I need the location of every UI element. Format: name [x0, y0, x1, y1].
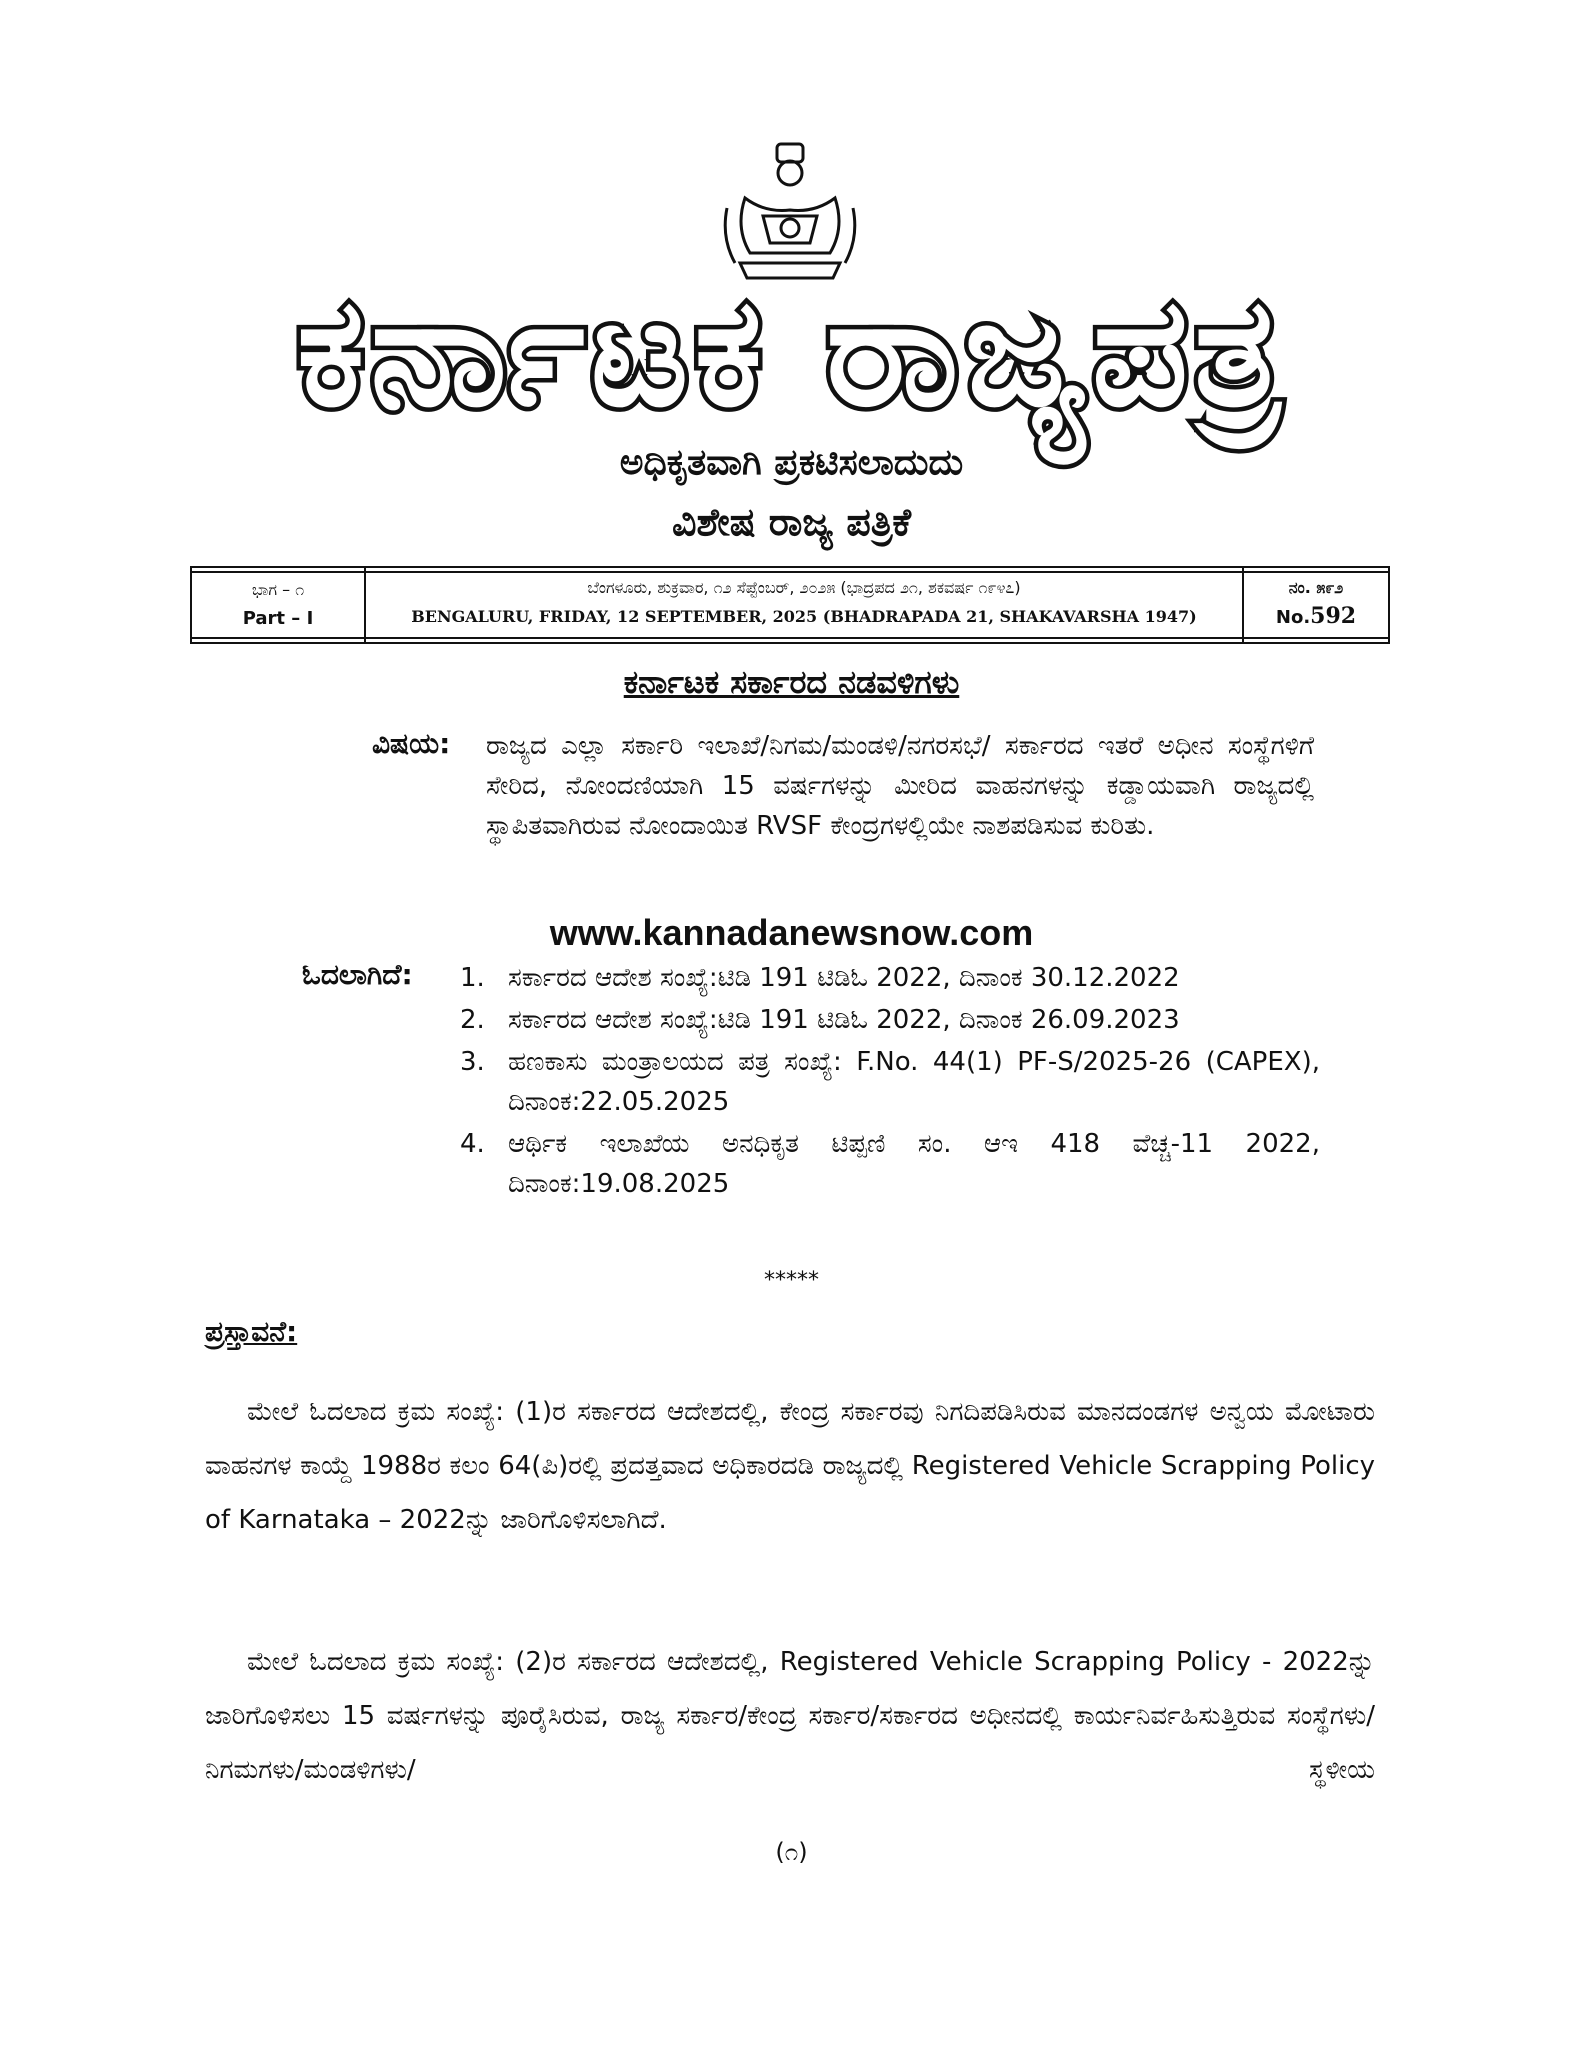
preamble-heading: ಪ್ರಸ್ತಾವನೆ: [205, 1315, 298, 1348]
page-number: (೧) [775, 1838, 808, 1866]
reference-text: ಆರ್ಥಿಕ ಇಲಾಖೆಯ ಅನಧಿಕೃತ ಟಿಪ್ಪಣಿ ಸಂ. ಆಇ 418 ವೆಚ್ಚ-11 2022, ದಿನಾಂಕ:19.08.2025 [508, 1129, 1320, 1199]
subject-label: ವಿಷಯ: [372, 727, 451, 760]
reference-text: ಸರ್ಕಾರದ ಆದೇಶ ಸಂಖ್ಯೆ:ಟಿಡಿ 191 ಟಿಡಿಓ 2022, ದಿನಾಂಕ 26.09.2023 [508, 1005, 1180, 1035]
issue-part-en: Part – I [242, 608, 314, 629]
reference-item [460, 958, 1320, 998]
reference-number: 4. [460, 1129, 485, 1159]
proceedings-heading: ಕರ್ನಾಟಕ ಸರ್ಕಾರದ ನಡವಳಿಗಳು [623, 663, 960, 701]
issue-bar-top-rule-2 [190, 571, 1390, 573]
issue-bar-top-rule [190, 566, 1390, 568]
issue-date-en: BENGALURU, FRIDAY, 12 SEPTEMBER, 2025 (BHADRAPADA 21, SHAKAVARSHA 1947) [411, 607, 1197, 626]
preamble-paragraph: ಮೇಲೆ ಓದಲಾದ ಕ್ರಮ ಸಂಖ್ಯೆ: (2)ರ ಸರ್ಕಾರದ ಆದೇಶದಲ್ಲಿ, Registered Vehicle Scrapping Policy - 2022ನ್ನು ಜಾರಿಗೊಳಿಸಲು 15 ವರ್ಷಗಳನ್ನು ಪೂರೈಸಿರುವ, ರಾಜ್ಯ ಸರ್ಕಾರ/ಕೇಂದ್ರ ಸರ್ಕಾರ/ಸರ್ಕಾರದ ಅಧೀನದಲ್ಲಿ ಕಾರ್ಯನಿರ್ವಹಿಸುತ್ತಿರುವ ಸಂಸ್ಥೆಗಳು/ನಿಗಮಗಳು/ಮಂಡಳಿಗಳು/ ಸ್ಥಳೀಯ [205, 1647, 1375, 1785]
issue-number-prefix: No. [1275, 607, 1311, 628]
issue-number-kn: ನಂ. ೫೯೨ [1288, 578, 1344, 597]
issue-bar-divider [1388, 566, 1390, 642]
reference-number: 1. [460, 963, 485, 993]
subject-text: ರಾಜ್ಯದ ಎಲ್ಲಾ ಸರ್ಕಾರಿ ಇಲಾಖೆ/ನಿಗಮ/ಮಂಡಳಿ/ನಗರಸಭೆ/ ಸರ್ಕಾರದ ಇತರೆ ಅಧೀನ ಸಂಸ್ಥೆಗಳಿಗೆ ಸೇರಿದ, ನೋಂದಣಿಯಾಗಿ 15 ವರ್ಷಗಳನ್ನು ಮೀರಿದ ವಾಹನಗಳನ್ನು ಕಡ್ಡಾಯವಾಗಿ ರಾಜ್ಯದಲ್ಲಿ ಸ್ಥಾಪಿತವಾಗಿರುವ ನೋಂದಾಯಿತ RVSF ಕೇಂದ್ರಗಳಲ್ಲಿಯೇ ನಾಶಪಡಿಸುವ ಕುರಿತು. [486, 731, 1314, 841]
issue-part [192, 580, 364, 629]
reference-item [460, 1000, 1320, 1040]
gazette-masthead-title: ಕರ್ನಾಟಕ ರಾಜ್ಯಪತ್ರ [297, 266, 1286, 440]
reference-number: 3. [460, 1047, 485, 1077]
state-emblem-icon [715, 138, 865, 283]
issue-bar-bottom-rule [190, 637, 1390, 639]
reference-item [460, 1042, 1320, 1122]
issue-date-kn: ಬೆಂಗಳೂರು, ಶುಕ್ರವಾರ, ೧೨ ಸೆಪ್ಟೆಂಬರ್, ೨೦೨೫ (ಭಾದ್ರಪದ ೨೧, ಶಕವರ್ಷ ೧೯೪೭) [587, 578, 1021, 597]
issue-number-en: 592 [1310, 603, 1357, 629]
reference-item [460, 1124, 1320, 1204]
issue-number [1244, 578, 1388, 629]
references-list [460, 958, 1320, 1204]
section-separator: ***** [764, 1268, 819, 1293]
reference-text: ಸರ್ಕಾರದ ಆದೇಶ ಸಂಖ್ಯೆ:ಟಿಡಿ 191 ಟಿಡಿಓ 2022, ದಿನಾಂಕ 30.12.2022 [508, 963, 1180, 993]
reference-text: ಹಣಕಾಸು ಮಂತ್ರಾಲಯದ ಪತ್ರ ಸಂಖ್ಯೆ: F.No. 44(1) PF-S/2025-26 (CAPEX), ದಿನಾಂಕ:22.05.2025 [508, 1047, 1320, 1117]
preamble-paragraph: ಮೇಲೆ ಓದಲಾದ ಕ್ರಮ ಸಂಖ್ಯೆ: (1)ರ ಸರ್ಕಾರದ ಆದೇಶದಲ್ಲಿ, ಕೇಂದ್ರ ಸರ್ಕಾರವು ನಿಗದಿಪಡಿಸಿರುವ ಮಾನದಂಡಗಳ ಅನ್ವಯ ಮೋಟಾರು ವಾಹನಗಳ ಕಾಯ್ದೆ 1988ರ ಕಲಂ 64(ಪಿ)ರಲ್ಲಿ ಪ್ರದತ್ತವಾದ ಅಧಿಕಾರದಡಿ ರಾಜ್ಯದಲ್ಲಿ Registered Vehicle Scrapping Policy of Karnataka – 2022ನ್ನು ಜಾರಿಗೊಳಿಸಲಾಗಿದೆ. [205, 1397, 1375, 1535]
masthead-edition: ವಿಶೇಷ ರಾಜ್ಯ ಪತ್ರಿಕೆ [671, 500, 912, 544]
issue-date [366, 578, 1242, 626]
reference-number: 2. [460, 1005, 485, 1035]
references-label: ಓದಲಾಗಿದೆ: [302, 958, 413, 991]
watermark-url: www.kannadanewsnow.com [549, 912, 1034, 953]
issue-bar-bottom-rule-2 [190, 642, 1390, 644]
masthead-subtitle: ಅಧಿಕೃತವಾಗಿ ಪ್ರಕಟಿಸಲಾದುದು [619, 442, 964, 483]
issue-part-kn: ಭಾಗ – ೧ [251, 580, 305, 599]
